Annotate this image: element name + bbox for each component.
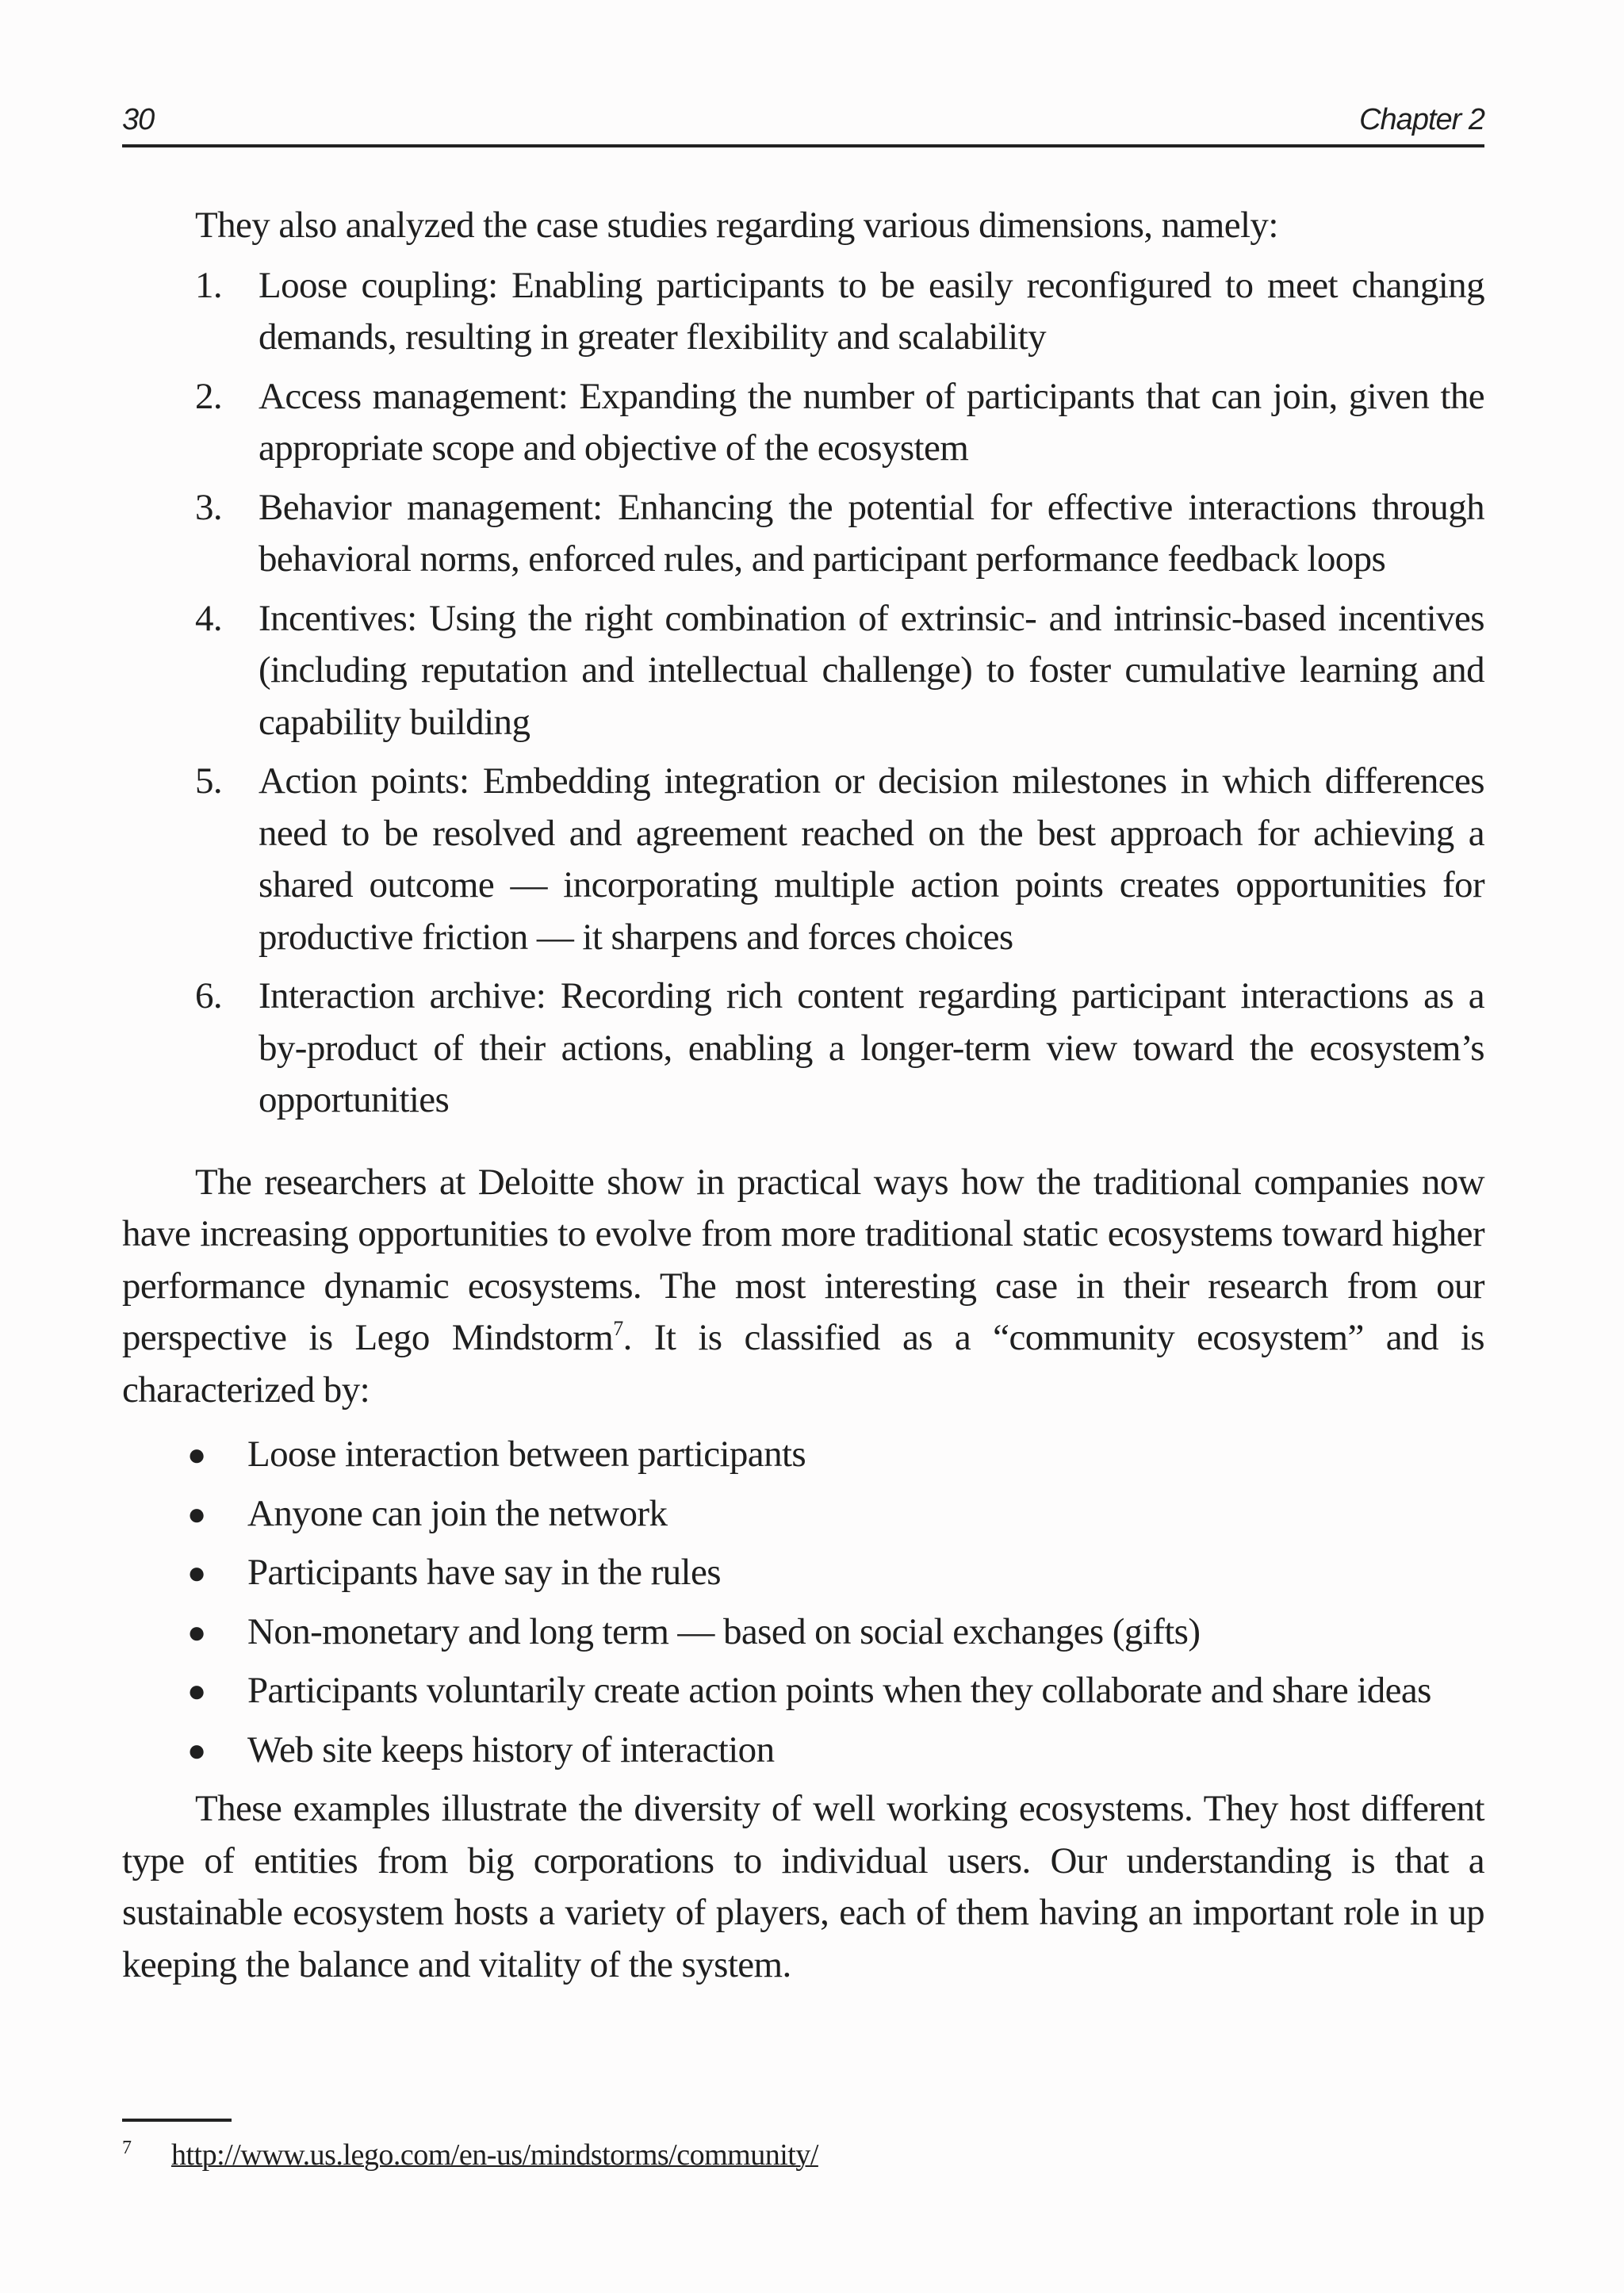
list-number: 1.	[195, 264, 223, 306]
list-number: 6.	[195, 975, 223, 1016]
paragraph-text: . It is classified as a “community ecosystem” and is characterized by:	[122, 1317, 1484, 1411]
list-number: 4.	[195, 597, 223, 639]
list-item-text: Participants have say in the rules	[247, 1552, 721, 1593]
list-item	[122, 1488, 1484, 1541]
bullet-icon: ●	[187, 1673, 206, 1709]
list-number: 2.	[195, 375, 223, 417]
bullet-icon: ●	[187, 1437, 206, 1472]
list-item	[122, 260, 1484, 364]
bullet-icon: ●	[187, 1614, 206, 1650]
intro-paragraph: They also analyzed the case studies regarding various dimensions, namely:	[195, 205, 1278, 246]
list-item-text: Interaction archive: Recording rich content regarding participant interactions as a by-product of their actions, enabling a longer-term view toward the ecosystem’s opportunities	[259, 975, 1484, 1120]
list-item-text: Loose coupling: Enabling participants to be easily reconfigured to meet changing demands, resulting in greater flexibility and scalability	[259, 264, 1484, 358]
characteristics-list	[122, 1429, 1484, 1776]
dimensions-list	[122, 260, 1484, 1127]
list-item	[122, 1547, 1484, 1599]
bullet-icon: ●	[187, 1555, 206, 1591]
paragraph-text: The researchers at Deloitte show in practical ways how the traditional companies now have increasing opportunities to evolve from more traditional static ecosystems toward higher performance dynamic ecosystems. The most interesting case in their research from our perspective is Lego Mindstorm	[122, 1161, 1484, 1358]
footnote-link[interactable]: http://www.us.lego.com/en-us/mindstorms/community/	[171, 2138, 818, 2172]
page-number: 30	[122, 103, 155, 136]
footnote-mark: 7	[122, 2138, 132, 2158]
list-item	[122, 1725, 1484, 1777]
list-item-text: Action points: Embedding integration or decision milestones in which differences need to be resolved and agreement reached on the best approach for achieving a shared outcome — incorporating multiple action points creates opportunities for productive friction — it sharpens and forces choices	[259, 760, 1484, 958]
list-item-text: Loose interaction between participants	[247, 1434, 806, 1475]
footnote	[122, 2137, 818, 2174]
list-item	[122, 756, 1484, 963]
deloitte-paragraph	[122, 1157, 1484, 1417]
list-item	[122, 970, 1484, 1127]
list-item	[122, 482, 1484, 586]
list-item-text: Non-monetary and long term — based on social exchanges (gifts)	[247, 1610, 1201, 1652]
list-number: 5.	[195, 760, 223, 802]
list-item	[122, 593, 1484, 749]
footnote-reference[interactable]: 7	[613, 1317, 623, 1340]
list-item-text: Web site keeps history of interaction	[247, 1728, 775, 1770]
chapter-label: Chapter 2	[1359, 103, 1484, 136]
footnote-rule	[122, 2119, 232, 2122]
closing-paragraph: These examples illustrate the diversity of well working ecosystems. They host different type of entities from big corporations to individual users. Our understanding is that a sustainable ecosystem hosts a variety of players, each of them having an important role in up keeping the balance and vitality of the system.	[122, 1788, 1484, 1985]
list-number: 3.	[195, 486, 223, 528]
list-item	[122, 1429, 1484, 1481]
list-item-text: Access management: Expanding the number of participants that can join, given the appropriate scope and objective of the ecosystem	[259, 375, 1484, 469]
body-text	[122, 200, 1484, 1991]
header-rule	[122, 144, 1484, 147]
list-item	[122, 371, 1484, 475]
list-item-text: Participants voluntarily create action points when they collaborate and share ideas	[247, 1670, 1431, 1711]
list-item	[122, 1665, 1484, 1717]
list-item-text: Anyone can join the network	[247, 1492, 668, 1534]
bullet-icon: ●	[187, 1732, 206, 1768]
list-item-text: Incentives: Using the right combination of extrinsic- and intrinsic-based incentives (including reputation and intellectual challenge) to foster cumulative learning and capability building	[259, 597, 1484, 743]
bullet-icon: ●	[187, 1495, 206, 1532]
list-item-text: Behavior management: Enhancing the potential for effective interactions through behavioral norms, enforced rules, and participant performance feedback loops	[259, 486, 1484, 580]
running-header	[122, 105, 1484, 135]
list-item	[122, 1606, 1484, 1659]
